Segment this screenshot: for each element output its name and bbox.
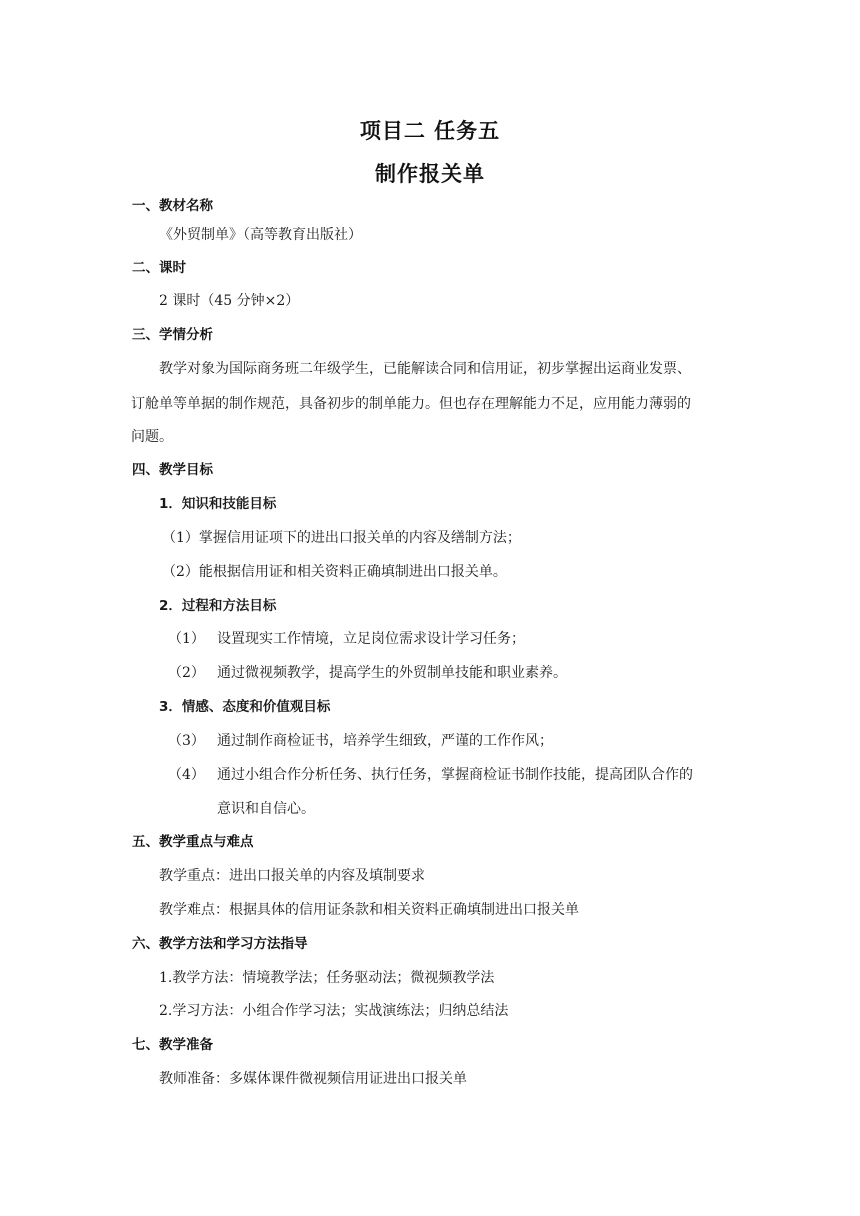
section-heading-key-difficult: 五、教学重点与难点	[132, 834, 254, 850]
section-heading-methods: 六、教学方法和学习方法指导	[132, 936, 308, 952]
teaching-difficult-point: 教学难点：根据具体的信用证条款和相关资料正确填制进出口报关单	[159, 902, 579, 918]
goal-attitude-item-1-number: （3）	[168, 733, 205, 749]
document-title: 项目二 任务五	[359, 119, 501, 143]
learner-analysis-line-2: 订舱单等单据的制作规范，具备初步的制单能力。但也存在理解能力不足，应用能力薄弱的	[131, 396, 691, 412]
goal-knowledge-title: 1．知识和技能目标	[159, 496, 277, 512]
section-heading-preparation: 七、教学准备	[132, 1037, 213, 1053]
goal-process-item-1-text: 设置现实工作情境，立足岗位需求设计学习任务；	[217, 631, 525, 647]
section-heading-learner-analysis: 三、学情分析	[132, 327, 213, 343]
learning-methods: 2.学习方法：小组合作学习法；实战演练法；归纳总结法	[159, 1003, 509, 1019]
goal-attitude-item-2-text-line-2: 意识和自信心。	[217, 801, 315, 817]
goal-attitude-item-2-number: （4）	[168, 767, 205, 783]
learner-analysis-line-3: 问题。	[131, 429, 173, 445]
class-hours-text: 2 课时（45 分钟×2）	[159, 293, 300, 309]
goal-process-title: 2．过程和方法目标	[159, 598, 277, 614]
teaching-key-point: 教学重点：进出口报关单的内容及填制要求	[159, 868, 425, 884]
goal-process-item-2-number: （2）	[168, 665, 205, 681]
goal-attitude-item-2-text-line-1: 通过小组合作分析任务、执行任务，掌握商检证书制作技能，提高团队合作的	[217, 767, 693, 783]
goal-process-item-2-text: 通过微视频教学，提高学生的外贸制单技能和职业素养。	[217, 665, 567, 681]
goal-attitude-item-1-text: 通过制作商检证书，培养学生细致，严谨的工作作风；	[217, 733, 553, 749]
textbook-name: 《外贸制单》（高等教育出版社）	[159, 227, 362, 243]
goal-knowledge-item-1: （1）掌握信用证项下的进出口报关单的内容及缮制方法；	[162, 530, 521, 546]
document-subtitle: 制作报关单	[375, 162, 485, 186]
goal-knowledge-item-2: （2）能根据信用证和相关资料正确填制进出口报关单。	[162, 564, 507, 580]
section-heading-teaching-goals: 四、教学目标	[132, 462, 213, 478]
section-heading-textbook: 一、教材名称	[132, 198, 213, 214]
teacher-preparation: 教师准备：多媒体课件微视频信用证进出口报关单	[159, 1071, 467, 1087]
teaching-methods: 1.教学方法：情境教学法；任务驱动法；微视频教学法	[159, 970, 495, 986]
learner-analysis-line-1: 教学对象为国际商务班二年级学生，已能解读合同和信用证，初步掌握出运商业发票、	[159, 361, 691, 377]
goal-process-item-1-number: （1）	[168, 631, 205, 647]
section-heading-class-hours: 二、课时	[132, 260, 186, 276]
goal-attitude-title: 3．情感、态度和价值观目标	[159, 699, 331, 715]
